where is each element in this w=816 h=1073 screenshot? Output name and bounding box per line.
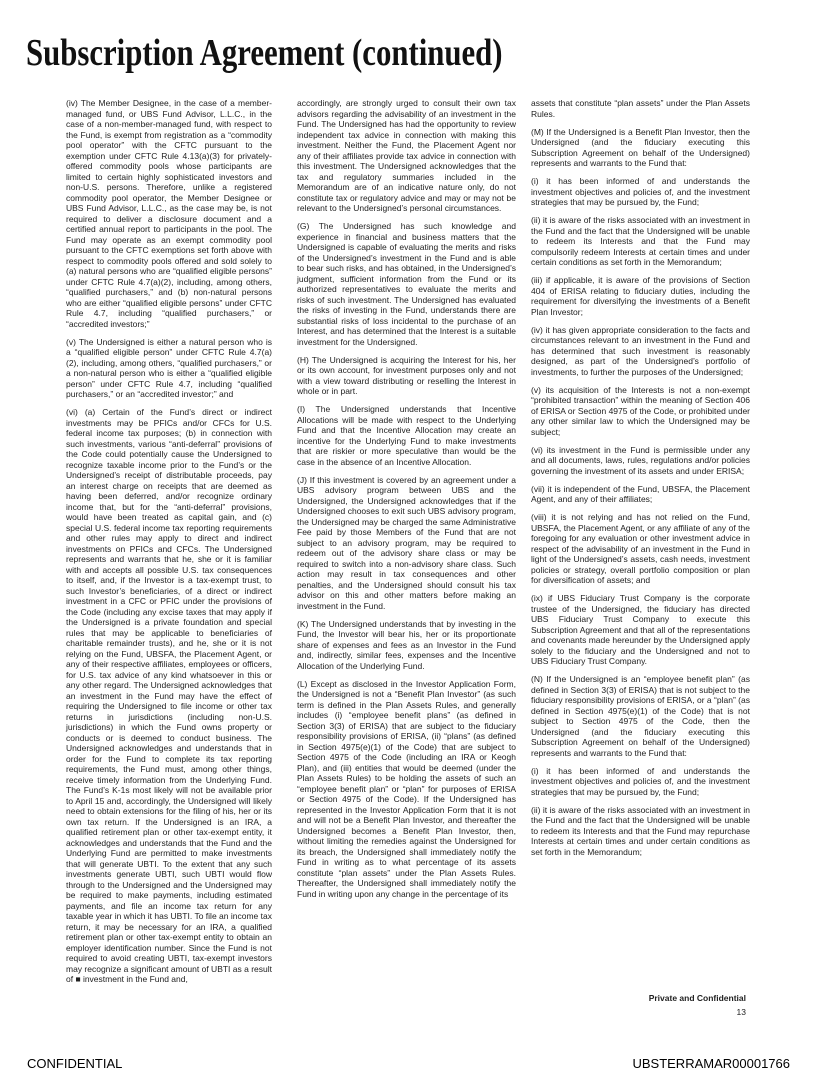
clause-g: (G) The Undersigned has such knowledge and experience in financial and business matters that the Undersigned is capable of evaluating the merits and risks of the Undersigned’s investment in the Fund and is able to bear such risks, and has obtained, in the Undersigned’s judgment, sufficient information from the Fund or its authorized representatives to evaluate the merits and risks of such investment. The Undersigned has evaluated the risks of investing in the Fund, understands there are substantial risks of loss incidental to the purchase of an Interest, and has determined that the Interest is a suitable investment for the Undersigned. <box>297 221 516 347</box>
clause-m-vi: (vi) its investment in the Fund is permissible under any and all documents, laws, rules, regulations and/or policies governing the investment of its assets and under ERISA; <box>531 444 750 476</box>
page-number: 13 <box>736 1007 746 1017</box>
clause-j: (J) If this investment is covered by an agreement under a UBS advisory program between UBS and the Undersigned, the Undersigned acknowledges that if the Undersigned chooses to exit such UBS advisory program, the Undersigned may be charged the same Administrative Fee paid by those Members of the Fund that are not subject to an advisory program, may be required to redeem out of the advisory share class or may be required to switch into a non-advisory share class. Such action may result in tax consequences and other penalties, and the Undersigned should consult his tax advisor on this and other matters before making an investment in the Fund. <box>297 474 516 611</box>
footer-confidential-label: Private and Confidential <box>648 993 746 1003</box>
clause-m: (M) If the Undersigned is a Benefit Plan Investor, then the Undersigned (and the fiduciary executing this Subscription Agreement on behalf of the Undersigned) represents and warrants to the Fund that: <box>531 126 750 168</box>
clause-m-iii: (iii) if applicable, it is aware of the provisions of Section 404 of ERISA relating to fiduciary duties, including the requirement for diversifying the investments of a Benefit Plan Investor; <box>531 275 750 317</box>
text-column-middle <box>297 98 516 907</box>
clause-l-continued: assets that constitute “plan assets” under the Plan Assets Rules. <box>531 98 750 119</box>
clause-h: (H) The Undersigned is acquiring the Interest for his, her or its own account, for investment purposes only and not with a view toward distributing or reselling the Interest in whole or in part. <box>297 354 516 396</box>
clause-n-i: (i) it has been informed of and understands the investment objectives and policies of, and the investment strategies that may be pursued by, the Fund; <box>531 765 750 797</box>
clause-m-viii: (viii) it is not relying and has not relied on the Fund, UBSFA, the Placement Agent, or any affiliate of any of the foregoing for any evaluation or other investment advice in respect of the advisability of an investment in the Fund in light of the Undersigned’s assets, cash needs, investment policies or strategy, overall portfolio composition or plan for diversification of assets; and <box>531 512 750 585</box>
clause-l: (L) Except as disclosed in the Investor Application Form, the Undersigned is not a “Benefit Plan Investor” (as such term is defined in the Plan Assets Rules, and generally includes (i) “employee benefit plans” (as defined in Section 3(3) of ERISA) that are subject to the fiduciary responsibility provisions of ERISA, (ii) “plans” (as defined in Section 4975(e)(1) of the Code) that are subject to Section 4975 of the Code (including an IRA or Keogh Plan), and (iii) entities that would be deemed (under the Plan Assets Rules) to be holding the assets of such an “employee benefit plan” or “plan” for purposes of ERISA or Section 4975 of the Code). If the Undersigned has represented in the Investor Application Form that it is not and will not be a Benefit Plan Investor, and thereafter the Undersigned becomes a Benefit Plan Investor, then, without limiting the remedies against the Undersigned for its breach, the Undersigned shall immediately notify the Fund in writing as to what percentage of its assets constitute “plan assets” under the Plan Assets Rules. Thereafter, the Undersigned shall immediately notify the Fund in writing upon any change in the percentage of its <box>297 678 516 899</box>
clause-m-vii: (vii) it is independent of the Fund, UBSFA, the Placement Agent, and any of their affiliates; <box>531 483 750 504</box>
clause-i: (I) The Undersigned understands that Incentive Allocations will be made with respect to the Underlying Fund and that the Incentive Allocation may create an incentive for the Underlying Fund to make investments that are riskier or more speculative than would be the case in the absence of an Incentive Allocation. <box>297 404 516 467</box>
clause-m-ii: (ii) it is aware of the risks associated with an investment in the Fund and the fact that the Undersigned will be unable to redeem its Interests and that the Fund may compulsorily redeem Interests at certain times and under certain conditions as set forth in the Memorandum; <box>531 215 750 267</box>
clause-m-ix: (ix) if UBS Fiduciary Trust Company is the corporate trustee of the Undersigned, the fiduciary has directed UBS Fiduciary Trust Company to execute this Subscription Agreement and that all of the representations and covenants made hereunder by the Undersigned apply solely to the fiduciary and the Undersigned and not to UBS Fiduciary Trust Company. <box>531 593 750 666</box>
text-column-right <box>531 98 750 865</box>
clause-iv: (iv) The Member Designee, in the case of a member-managed fund, or UBS Fund Advisor, L.L.C., in the case of a non-member-managed fund, with respect to the Fund, is exempt from registration as a “commodity pool operator” with the CFTC pursuant to the exemption under CFTC Rule 4.13(a)(3) for privately-offered commodity pools whose participants are limited to certain highly sophisticated investors and non-U.S. persons. Therefore, unlike a registered commodity pool operator, the Member Designee or UBS Fund Advisor, L.L.C., as the case may be, is not required to deliver a disclosure document and a certified annual report to participants in the pool. The Fund may operate as an exempt commodity pool pursuant to the CFTC exemptions set forth above with respect to commodity pools offered and sold solely to (a) natural persons who are “qualified eligible persons” under CFTC Rule 4.7(a)(2), including, among others, “qualified purchasers,” and (b) non-natural persons who are either “qualified eligible persons” under CFTC Rule 4.7, including “qualified purchasers,” or “accredited investors;” <box>66 98 272 329</box>
confidential-stamp: CONFIDENTIAL <box>27 1056 123 1071</box>
clause-k: (K) The Undersigned understands that by investing in the Fund, the Investor will bear his, her or its proportionate share of expenses and fees as an Investor in the Fund and, indirectly, similar fees, expenses and the Incentive Allocation of the Underlying Fund. <box>297 618 516 671</box>
text-column-left <box>66 98 272 992</box>
clause-m-i: (i) it has been informed of and understands the investment objectives and policies of, and the investment strategies that may be pursued by, the Fund; <box>531 176 750 207</box>
clause-n: (N) If the Undersigned is an “employee benefit plan” (as defined in Section 3(3) of ERISA) that is not subject to the fiduciary responsibility provisions of ERISA, or a “plan” (as defined in Section 4975(e)(1) of the Code) that is not subject to Section 4975 of the Code, then the Undersigned (and the fiduciary executing this Subscription Agreement on behalf of the Undersigned) represents and warrants to the Fund that: <box>531 674 750 758</box>
clause-m-iv: (iv) it has given appropriate consideration to the facts and circumstances relevant to an investment in the Fund and has determined that such investment is reasonably designed, as part of the Undersigned’s portfolio of investments, to further the purposes of the Undersigned; <box>531 324 750 377</box>
clause-n-ii: (ii) it is aware of the risks associated with an investment in the Fund and the fact that the Undersigned will be unable to redeem its Interests and that the Fund may repurchase Interests at certain times and under certain conditions as set forth in the Memorandum; <box>531 804 750 857</box>
clause-v: (v) The Undersigned is either a natural person who is a “qualified eligible person” under CFTC Rule 4.7(a)(2), including, among others, “qualified purchasers,” or a non-natural person who is either a “qualified eligible person” under CFTC Rule 4.7, including “qualified purchasers,” or an “accredited investor;” and <box>66 336 272 399</box>
clause-vi: (vi) (a) Certain of the Fund’s direct or indirect investments may be PFICs and/or CFCs for U.S. federal income tax purposes; (b) in connection with such investments, various “anti-deferral” provisions of the Code could potentially cause the Undersigned to recognize taxable income prior to the Fund’s or the Undersigned’s receipt of distributable proceeds, pay an interest charge on receipts that are deemed as having been deferred, and/or recognize ordinary income that, but for the “anti-deferral” provisions, would have been treated as capital gain, and (c) special U.S. federal income tax reporting requirements and other rules may apply to direct and indirect investments on PFICs and CFCs. The Undersigned represents and warrants that he, she or it is familiar with and accepts all possible U.S. tax consequences to itself, and, if the Investor is a tax-exempt trust, to such Investor’s beneficiaries, of a direct or indirect investment in a CFC or PFIC under the provisions of the Code (including any excise taxes that may apply if the Undersigned is a private foundation and special rules that may be applicable to beneficiaries of charitable remainder trusts), and he, she or it is not relying on the Fund, UBSFA, the Placement Agent, or any of their respective affiliates, employees or officers, for U.S. tax advice of any kind whatsoever in this or any other regard. The Undersigned acknowledges that an investment in the Fund may have the effect of requiring the Undersigned to file income or other tax returns in jurisdictions (including non-U.S. jurisdictions) in which the Fund owns property or conducts or is deemed to conduct business. The Undersigned acknowledges and understands that in order for the Fund to complete its tax reporting requirements, the Fund must, among other things, receive timely information from the Underlying Fund. The Fund’s K-1s most likely will not be available prior to April 15 and, accordingly, the Undersigned will likely need to obtain extensions for the filing of his, her or its own tax return. If the Undersigned is an IRA, a qualified retirement plan or other tax-exempt entity, it acknowledges and understands that the Fund and the Underlying Fund are permitted to make investments that will generate UBTI. To the extent that any such investments generate UBTI, such UBTI would flow through to the Undersigned and the Undersigned may be required to make payments, including estimated payments, and file an income tax return for any taxable year in which it has UBTI. To file an income tax return, it may be necessary for an IRA, a qualified retirement plan or other tax-exempt entity to obtain an employer identification number. Since the Fund is not required to avoid creating UBTI, tax-exempt investors may recognize a significant amount of UBTI as a result of ■ investment in the Fund and, <box>66 407 272 984</box>
clause-vi-continued: accordingly, are strongly urged to consult their own tax advisors regarding the advisability of an investment in the Fund. The Undersigned has had the opportunity to review independent tax advice in connection with making this investment. Neither the Fund, the Placement Agent nor any of their affiliates provide tax advice in connection with this investment. The Undersigned acknowledges that the tax and regulatory summaries included in the Memorandum are of an indicative nature only, do not constitute tax or regulatory advice and may or may not be relevant to the Undersigned’s personal circumstances. <box>297 98 516 213</box>
page-title: Subscription Agreement (continued) <box>26 32 503 74</box>
clause-m-v: (v) its acquisition of the Interests is not a non-exempt “prohibited transaction” within the meaning of Section 406 of ERISA or Section 4975 of the Code, or prohibited under any other similar law to which the Undersigned may be subject; <box>531 384 750 437</box>
bates-number: UBSTERRAMAR00001766 <box>632 1056 790 1071</box>
